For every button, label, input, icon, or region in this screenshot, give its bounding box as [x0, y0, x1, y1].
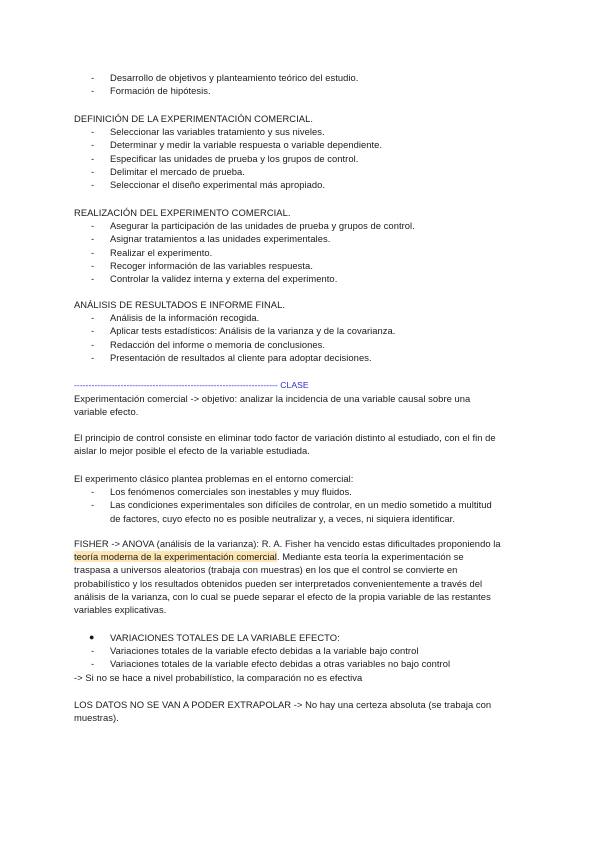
- list-item: - Desarrollo de objetivos y planteamiento teórico del estudio.: [91, 72, 359, 83]
- section-heading: ANÁLISIS DE RESULTADOS E INFORME FINAL.: [74, 299, 286, 310]
- list-item: - Variaciones totales de la variable efecto debidas a la variable bajo control: [91, 645, 419, 657]
- list-item: - Seleccionar las variables tratamiento y sus niveles.: [91, 126, 325, 138]
- section-heading: DEFINICIÓN DE LA EXPERIMENTACIÓN COMERCIAL.: [74, 113, 313, 124]
- paragraph-experimento-clasico: El experimento clásico plantea problemas en el entorno comercial: - Los fenómenos comerciales son inestables y muy fluidos. - Las condiciones experimentales son difíciles de controlar, en un medio sometido a multitud de factores, cuyo efecto no es posible neutralizar y, a veces, ni siquiera identificar.: [74, 472, 534, 525]
- section-analisis: [74, 298, 534, 364]
- list-item: - Variaciones totales de la variable efecto debidas a otras variables no bajo control: [91, 658, 451, 670]
- list-item: - Presentación de resultados al cliente para adoptar decisiones.: [91, 351, 372, 363]
- paragraph-experimentacion: Experimentación comercial -> objetivo: analizar la incidencia de una variable causal sobre una variable efecto.: [74, 393, 471, 418]
- list-item: - Asignar tratamientos a las unidades experimentales.: [91, 233, 331, 245]
- list-item: - Especificar las unidades de prueba y los grupos de control.: [91, 152, 359, 164]
- list-item: - Delimitar el mercado de prueba.: [91, 165, 245, 177]
- list-item: - Formación de hipótesis.: [91, 85, 211, 97]
- list-item: - Recoger información de las variables respuesta.: [91, 259, 313, 271]
- list-item: - Controlar la validez interna y externa del experimento.: [91, 273, 338, 285]
- paragraph-fisher: FISHER -> ANOVA (análisis de la varianza): R. A. Fisher ha vencido estas dificultades proponiendo la teoría moderna de la experimentación comercial. Mediante esta teoría la experimentación se traspasa a universos aleatorios (trabaja con muestras) en los que el control se convierte en probabilístico y los resultados obtenidos pueden ser interpretados convenientemente a través del análisis de la varianza, con lo cual se puede separar el efecto de la propia variable de las restantes variables explicativas.: [74, 538, 501, 616]
- list-item: - Asegurar la participación de las unidades de prueba y grupos de control.: [91, 220, 415, 232]
- list-item: - Realizar el experimento.: [91, 246, 213, 258]
- bullet-icon: ●: [89, 632, 95, 642]
- list-item: - Análisis de la información recogida.: [91, 312, 260, 324]
- list-item: - Redacción del informe o memoria de conclusiones.: [91, 338, 326, 350]
- section-heading: REALIZACIÓN DEL EXPERIMENTO COMERCIAL.: [74, 207, 291, 218]
- paragraph-variaciones: [74, 631, 534, 684]
- list-item: - Seleccionar el diseño experimental más apropiado.: [91, 179, 326, 191]
- list-item: - Determinar y medir la variable respuesta o variable dependiente.: [91, 139, 383, 151]
- note-line: -> Si no se hace a nivel probabilístico, la comparación no es efectiva: [74, 671, 363, 683]
- section-definicion: [74, 112, 534, 191]
- divider-label: CLASE: [280, 380, 309, 390]
- list-item: - Las condiciones experimentales son difíciles de controlar, en un medio sometido a multitud: [91, 499, 492, 511]
- paragraph-principio-control: El principio de control consiste en eliminar todo factor de variación distinto al estudiado, con el fin de aislar lo mejor posible el efecto de la variable estudiada.: [74, 432, 496, 457]
- list-item: - Los fenómenos comerciales son inestables y muy fluidos.: [91, 486, 352, 498]
- intro-list: [74, 71, 534, 97]
- section-realizacion: [74, 206, 534, 285]
- bullet-heading: ● VARIACIONES TOTALES DE LA VARIABLE EFECTO:: [89, 632, 340, 643]
- highlighted-text: teoría moderna de la experimentación comercial: [74, 551, 277, 563]
- divider-dashes: ----------------------------------------------------------------------: [74, 380, 278, 390]
- list-item: - Aplicar tests estadísticos: Análisis de la varianza y de la covarianza.: [91, 325, 396, 337]
- paragraph-datos: LOS DATOS NO SE VAN A PODER EXTRAPOLAR -> No hay una certeza absoluta (se trabaja con muestras).: [74, 699, 492, 724]
- clase-divider: [74, 379, 534, 392]
